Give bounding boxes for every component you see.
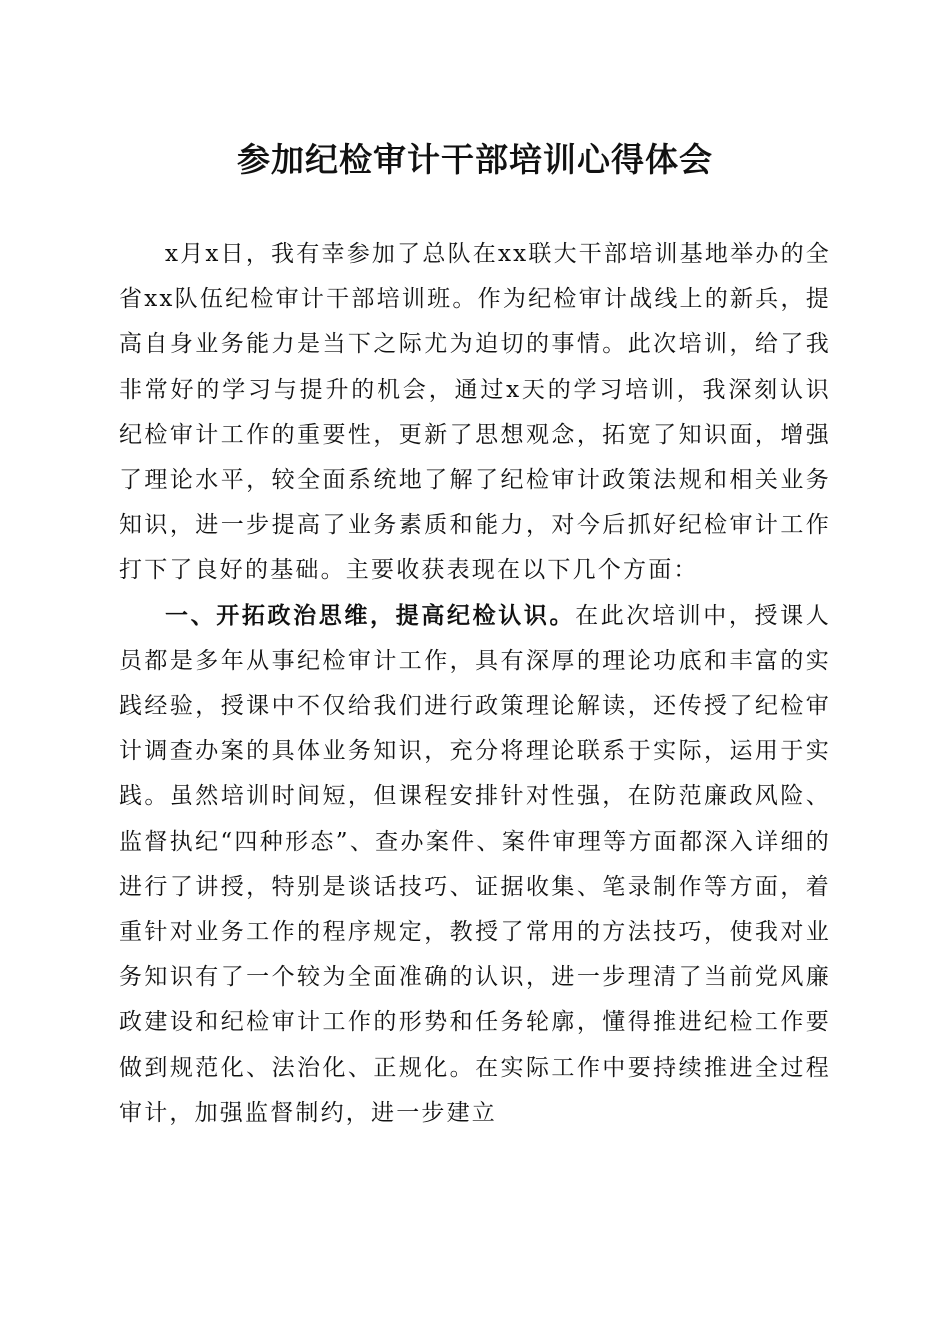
intro-paragraph-text: x月x日，我有幸参加了总队在xx联大干部培训基地举办的全省xx队伍纪检审计干部培训班。作为纪检审计战线上的新兵，提高自身业务能力是当下之际尤为迫切的事情。此次培训，给了我非常好的学习与提升的机会，通过x天的学习培训，我深刻认识纪检审计工作的重要性，更新了思想观念，拓宽了知识面，增强了理论水平，较全面系统地了解了纪检审计政策法规和相关业务知识，进一步提高了业务素质和能力，对今后抓好纪检审计工作打下了良好的基础。主要收获表现在以下几个方面： <box>119 241 831 584</box>
intro-paragraph <box>119 232 831 594</box>
document-title: 参加纪检审计干部培训心得体会 <box>237 140 713 179</box>
document-body <box>119 232 831 1136</box>
section-one-text: 在此次培训中，授课人员都是多年从事纪检审计工作，具有深厚的理论功底和丰富的实践经验，授课中不仅给我们进行政策理论解读，还传授了纪检审计调查办案的具体业务知识，充分将理论联系于实际，运用于实践。虽然培训时间短，但课程安排针对性强，在防范廉政风险、监督执纪“四种形态”、查办案件、案件审理等方面都深入详细的进行了讲授，特别是谈话技巧、证据收集、笔录制作等方面，着重针对业务工作的程序规定，教授了常用的方法技巧，使我对业务知识有了一个较为全面准确的认识，进一步理清了当前党风廉政建设和纪检审计工作的形势和任务轮廓，懂得推进纪检工作要做到规范化、法治化、正规化。在实际工作中要持续推进全过程审计，加强监督制约，进一步建立 <box>119 602 832 1126</box>
section-one-heading: 一、开拓政治思维，提高纪检认识。 <box>165 602 576 629</box>
section-one-paragraph <box>119 594 831 1136</box>
